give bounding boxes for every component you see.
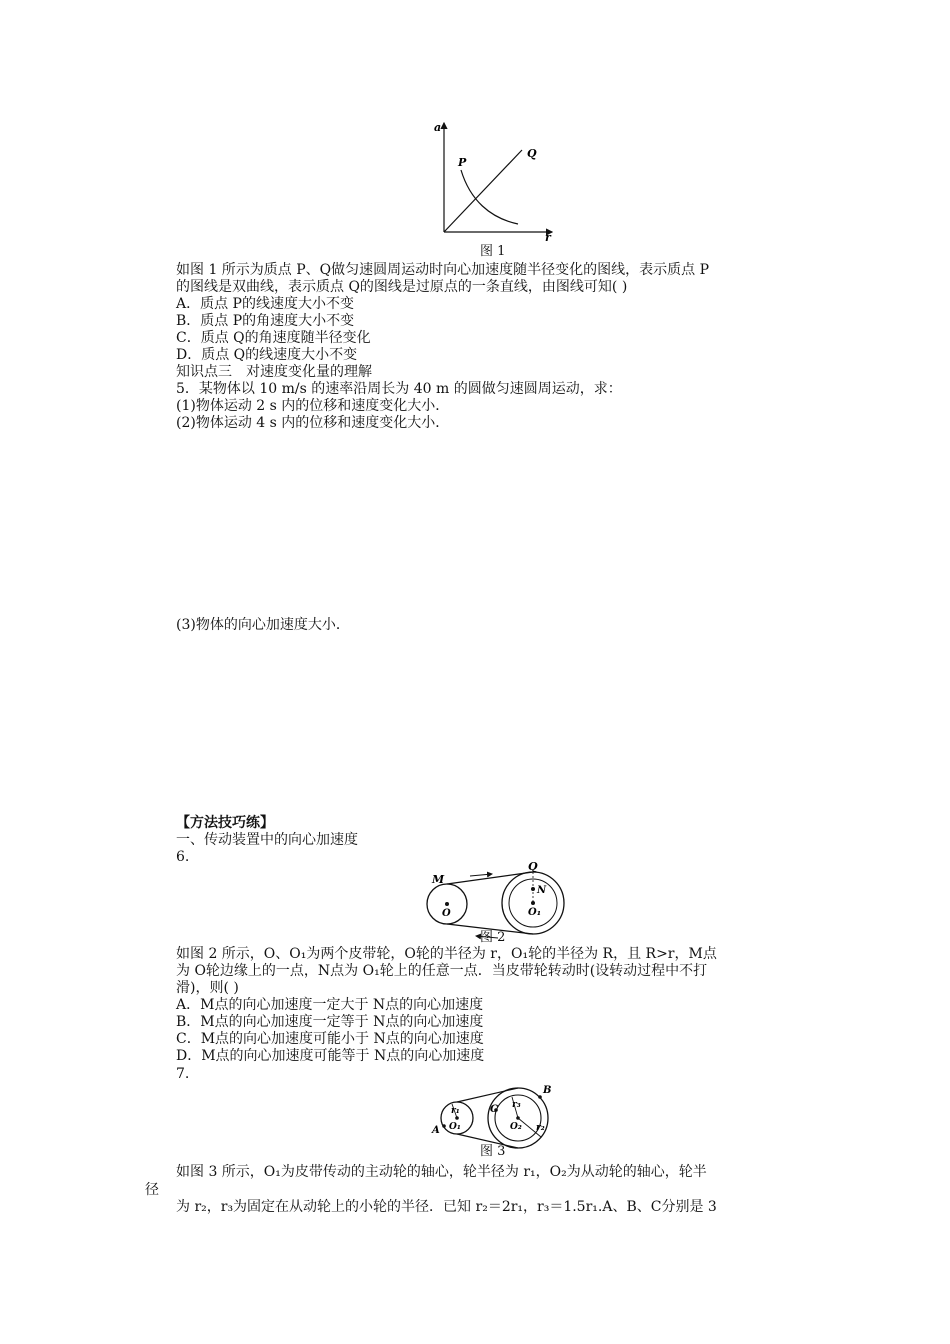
q-label: Q	[527, 147, 537, 160]
q6-number: 6.	[176, 849, 190, 865]
label-a: A	[432, 1125, 440, 1136]
q5-part3: (3)物体的向心加速度大小．	[176, 617, 350, 633]
label-o1: O₁	[528, 907, 542, 918]
axis-x-label: r	[545, 231, 551, 244]
point-b	[538, 1095, 542, 1099]
methods-title: 【方法技巧练】	[176, 815, 274, 831]
q6-option-c: C．M点的向心加速度可能小于 N点的向心加速度	[176, 1031, 484, 1047]
q4-option-c: C．质点 Q的角速度随半径变化	[176, 330, 371, 346]
q5-stem: 5．某物体以 10 m/s 的速率沿周长为 40 m 的圆做匀速圆周运动，求：	[176, 381, 622, 397]
subsection1-title: 一、传动装置中的向心加速度	[176, 832, 358, 848]
label-r1: r₁	[451, 1106, 460, 1116]
q5-part1: (1)物体运动 2 s 内的位移和速度变化大小．	[176, 398, 450, 414]
q6-line2: 为 O轮边缘上的一点，N点为 O₁轮上的任意一点．当皮带轮转动时(设转动过程中不打	[176, 963, 708, 979]
section3-title: 知识点三 对速度变化量的理解	[176, 364, 372, 380]
label-r2: r₂	[536, 1123, 545, 1133]
point-o2	[516, 1116, 520, 1120]
p-label: P	[458, 156, 467, 169]
q6-option-d: D．M点的向心加速度可能等于 N点的向心加速度	[176, 1048, 485, 1064]
q7-line1-wrap: 径	[145, 1182, 159, 1198]
label-b: B	[543, 1085, 552, 1096]
q6-line3: 滑)，则( )	[176, 980, 239, 996]
figure-3-caption: 图 3	[480, 1144, 506, 1159]
label-o2: O₂	[510, 1122, 522, 1132]
q7-line2: 为 r₂，r₃为固定在从动轮上的小轮的半径．已知 r₂＝2r₁，r₃＝1.5r₁.A、B、C分别是 3	[176, 1199, 717, 1215]
belt-top	[457, 1088, 518, 1102]
q5-part2: (2)物体运动 4 s 内的位移和速度变化大小．	[176, 415, 450, 431]
q6-option-a: A．M点的向心加速度一定大于 N点的向心加速度	[176, 997, 484, 1013]
axis-y-label: a	[434, 121, 442, 134]
figure-1-caption: 图 1	[480, 244, 506, 259]
label-o: O	[442, 908, 451, 919]
q6-line1: 如图 2 所示，O、O₁为两个皮带轮，O轮的半径为 r，O₁轮的半径为 R，且 R>r，M点	[176, 946, 717, 962]
q4-option-a: A．质点 P的线速度大小不变	[176, 296, 354, 312]
label-m: M	[432, 873, 445, 886]
label-q: Q	[528, 860, 538, 873]
label-c: C	[490, 1104, 498, 1115]
q7-line1: 如图 3 所示，O₁为皮带传动的主动轮的轴心，轮半径为 r₁，O₂为从动轮的轴心，轮半	[176, 1164, 707, 1180]
q4-line1: 如图 1 所示为质点 P、Q做匀速圆周运动时向心加速度随半径变化的图线，表示质点 P	[176, 262, 710, 278]
q4-option-d: D．质点 Q的线速度大小不变	[176, 347, 358, 363]
q7-number: 7.	[176, 1066, 190, 1082]
figure-2-caption: 图 2	[480, 930, 506, 945]
label-r3: r₃	[512, 1100, 521, 1110]
label-n: N	[537, 885, 547, 896]
point-o1	[455, 1116, 459, 1120]
q4-line2: 的图线是双曲线，表示质点 Q的图线是过原点的一条直线，由图线可知( )	[176, 279, 628, 295]
label-o1: O₁	[449, 1122, 461, 1132]
q6-option-b: B．M点的向心加速度一定等于 N点的向心加速度	[176, 1014, 484, 1030]
point-a	[442, 1124, 446, 1128]
q4-option-b: B．质点 P的角速度大小不变	[176, 313, 355, 329]
